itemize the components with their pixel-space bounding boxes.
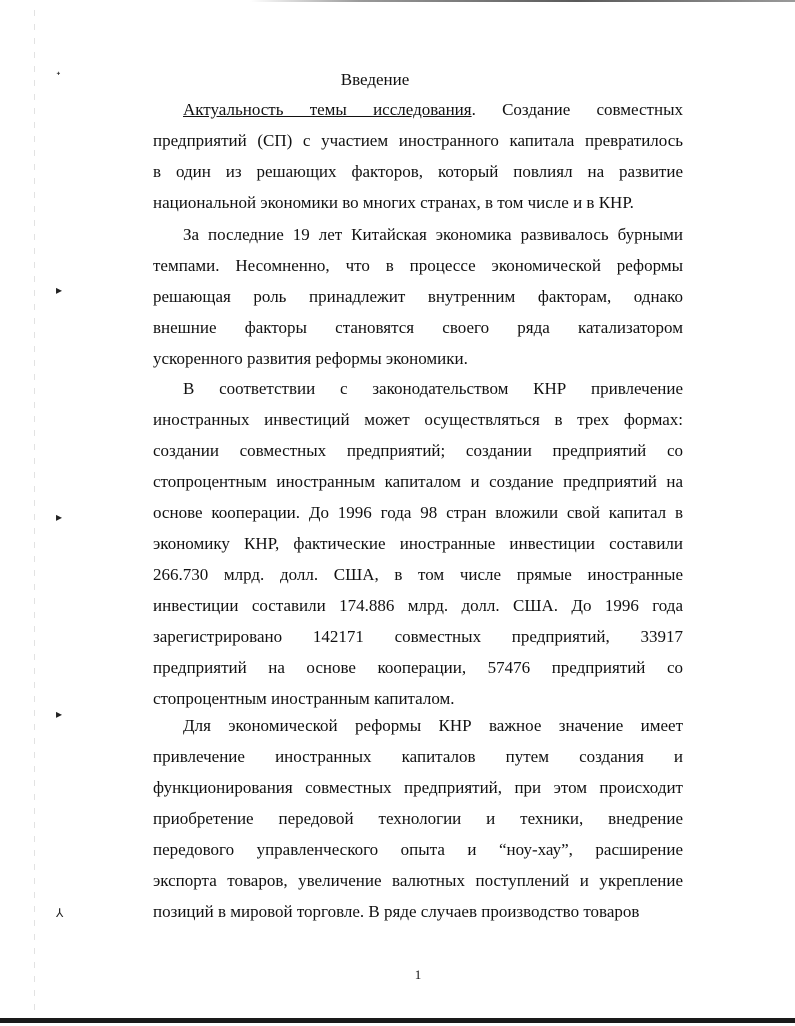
text-segment: экономику КНР, фактические иностранные инвестиции составили — [153, 534, 683, 553]
text-line — [153, 865, 683, 896]
text-segment: функционирования совместных предприятий, при этом происходит — [153, 778, 683, 797]
text-segment: . Создание совместных — [471, 100, 683, 119]
text-segment: решающая роль принадлежит внутренним факторам, однако — [153, 287, 683, 306]
text-segment: иностранных инвестиций может осуществляться в трех формах: — [153, 410, 683, 429]
text-segment: темпами. Несомненно, что в процессе экономической реформы — [153, 256, 683, 275]
margin-mark-1: ᐩ — [56, 69, 61, 83]
text-segment: За последние 19 лет Китайская экономика развивалось бурными — [183, 225, 683, 244]
text-segment: экспорта товаров, увеличение валютных поступлений и укрепление — [153, 871, 683, 890]
text-segment: ускоренного развития реформы экономики. — [153, 349, 468, 368]
text-segment: передового управленческого опыта и “ноу-хау”, расширение — [153, 840, 683, 859]
text-segment: национальной экономики во многих странах, в том числе и в КНР. — [153, 193, 634, 212]
page-number: 1 — [414, 967, 422, 982]
text-line — [153, 590, 683, 621]
text-line — [153, 772, 683, 803]
text-line — [153, 435, 683, 466]
text-line — [153, 125, 683, 156]
paragraph-3 — [153, 373, 683, 714]
text-line — [153, 652, 683, 683]
text-line — [153, 834, 683, 865]
margin-mark-3: ▸ — [56, 510, 63, 524]
text-segment: привлечение иностранных капиталов путем создания и — [153, 747, 683, 766]
text-segment: в один из решающих факторов, который повлиял на развитие — [153, 162, 683, 181]
text-line — [153, 187, 683, 218]
text-segment: основе кооперации. До 1996 года 98 стран вложили свой капитал в — [153, 503, 683, 522]
paragraph-4 — [153, 710, 683, 927]
text-segment: зарегистрировано 142171 совместных предприятий, 33917 — [153, 627, 683, 646]
margin-mark-4: ▸ — [56, 707, 63, 721]
underlined-phrase: Актуальность темы исследования — [183, 100, 472, 119]
scan-top-edge — [250, 0, 795, 2]
scan-bottom-edge — [0, 1018, 795, 1023]
text-line — [153, 156, 683, 187]
text-line — [153, 896, 683, 927]
text-segment: создании совместных предприятий; создании предприятий со — [153, 441, 683, 460]
paragraph-1 — [153, 94, 683, 218]
text-line — [153, 404, 683, 435]
margin-mark-2: ▸ — [56, 283, 63, 297]
text-line — [153, 219, 683, 250]
text-segment: Для экономической реформы КНР важное значение имеет — [183, 716, 683, 735]
text-line — [153, 741, 683, 772]
text-line — [153, 94, 683, 125]
paragraph-2 — [153, 219, 683, 374]
text-segment: инвестиции составили 174.886 млрд. долл. США. До 1996 года — [153, 596, 683, 615]
scan-left-edge — [34, 10, 35, 1010]
text-line — [153, 528, 683, 559]
text-line — [153, 466, 683, 497]
text-segment: предприятий (СП) с участием иностранного капитала превратилось — [153, 131, 683, 150]
text-segment: внешние факторы становятся своего ряда катализатором — [153, 318, 683, 337]
text-line — [153, 803, 683, 834]
text-segment: В соответствии с законодательством КНР привлечение — [183, 379, 683, 398]
text-line — [153, 621, 683, 652]
text-line — [153, 343, 683, 374]
text-line — [153, 250, 683, 281]
text-segment: позиций в мировой торговле. В ряде случаев производство товаров — [153, 902, 640, 921]
text-segment: стопроцентным иностранным капиталом. — [153, 689, 455, 708]
text-segment: приобретение передовой технологии и техники, внедрение — [153, 809, 683, 828]
text-line — [153, 312, 683, 343]
text-line — [153, 373, 683, 404]
text-segment: предприятий на основе кооперации, 57476 предприятий со — [153, 658, 683, 677]
text-line — [153, 710, 683, 741]
text-line — [153, 559, 683, 590]
text-segment: стопроцентным иностранным капиталом и создание предприятий на — [153, 472, 683, 491]
text-segment: 266.730 млрд. долл. США, в том числе прямые иностранные — [153, 565, 683, 584]
margin-mark-5: ⅄ — [56, 906, 64, 920]
text-line — [153, 497, 683, 528]
page-title: Введение — [340, 70, 410, 89]
text-line — [153, 281, 683, 312]
